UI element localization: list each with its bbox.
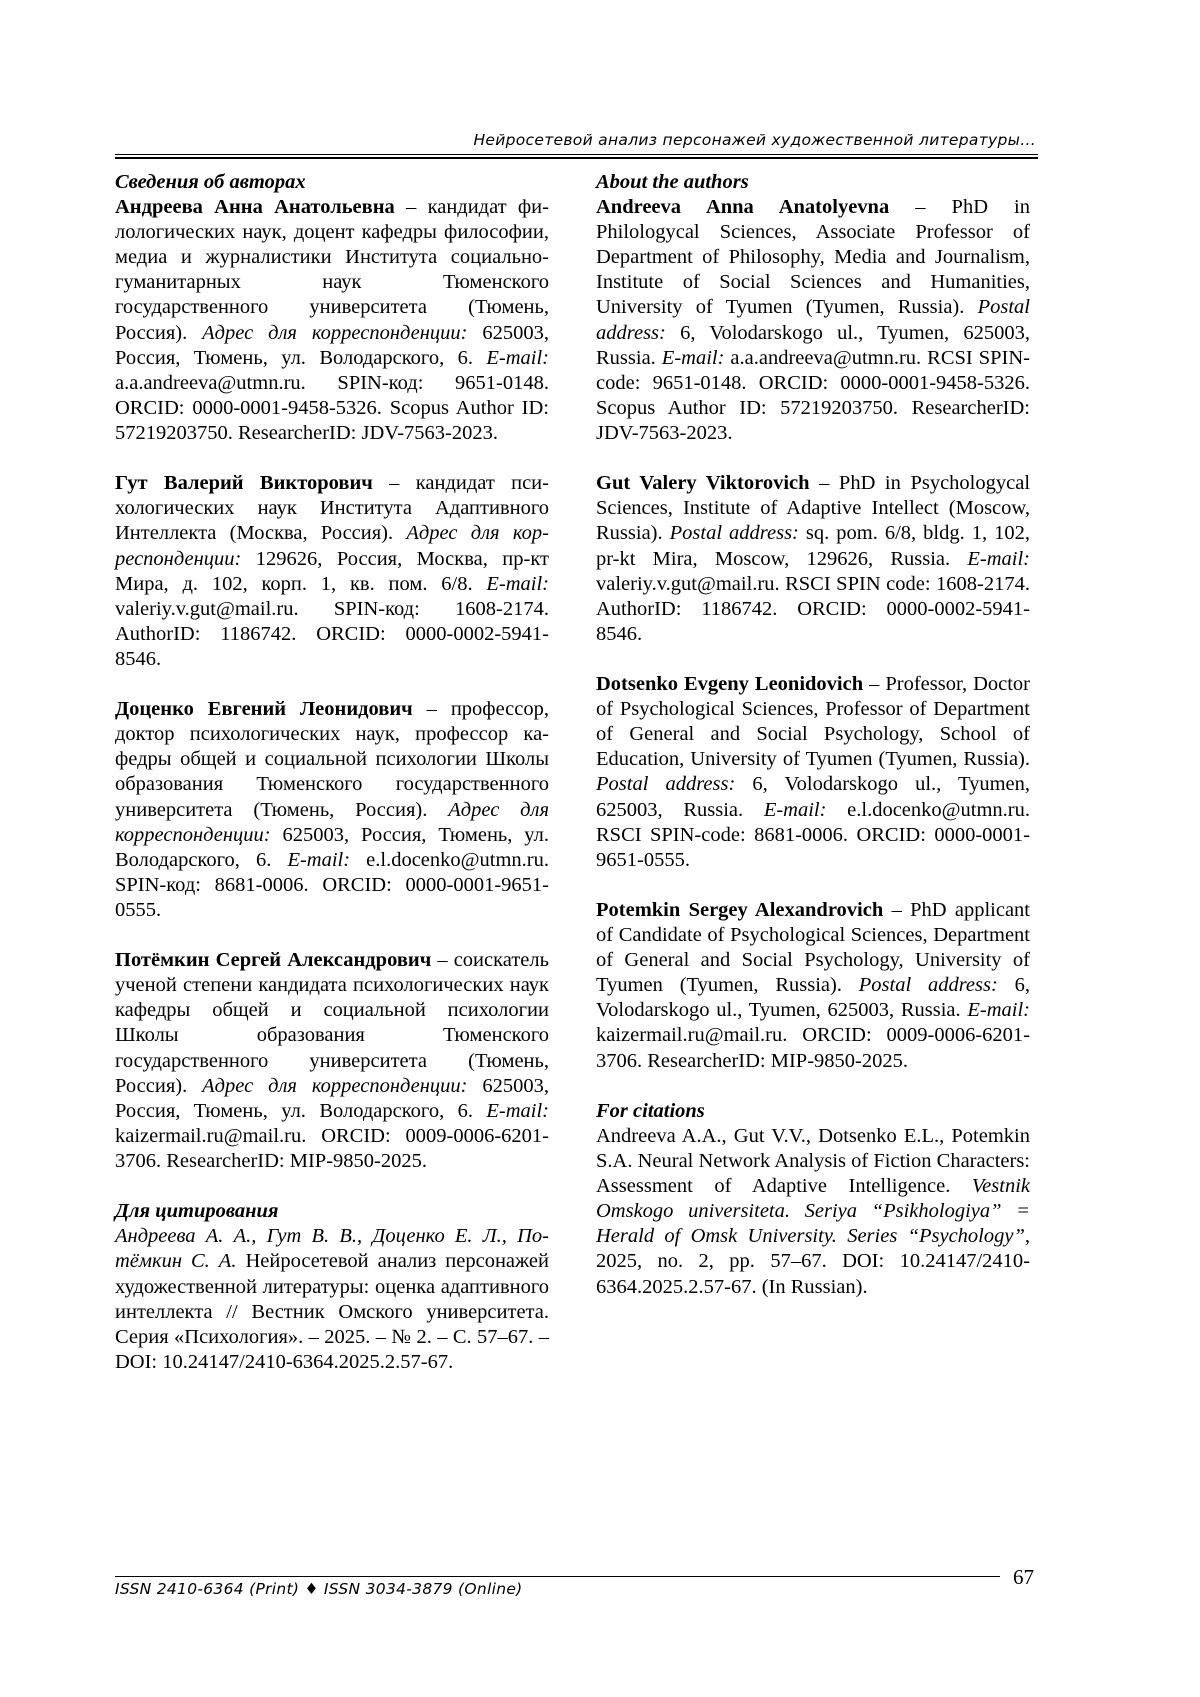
author-name: Andreeva Anna Anatolyevna <box>596 196 890 219</box>
author-entry-ru-3: Доценко Евгений Леонидович – профессор, доктор психологических наук, профессор кафедры общей и социальной психологии Школы образования Тюменского государственного университета (Тюмень, Россия). Адрес для корреспонденции: 625003, Россия, Тюмень, ул. Володарского, 6. E-mail: e.l.docenko@utmn.ru. SPIN-код: 8681-0006. ORCID: 0000-0001-9651-0555. <box>115 698 549 921</box>
author-entry-ru-4: Потёмкин Сергей Александрович – соискатель ученой степени кандидата психологических наук кафедры общей и социальной психологии Школы образования Тюменского государственного университета (Тюмень, Россия). Адрес для корреспонденции: 625003, Россия, Тюмень, ул. Володарского, 6. E-mail: kaizermail.ru@mail.ru. ORCID: 0009-0006-6201-3706. ResearcherID: MIP-9850-2025. <box>115 949 550 1172</box>
author-name: Гут Валерий Викторович <box>115 472 373 495</box>
citation-title-en: For citations <box>596 1099 705 1122</box>
author-name: Dotsenko Evgeny Leonidovich <box>596 673 864 696</box>
footer-issn: ISSN 2410-6364 (Print) ♦ ISSN 3034-3879 (Online) <box>115 1580 523 1598</box>
citation-title-ru: Для цитирования <box>115 1200 279 1223</box>
author-entry-en-4: Potemkin Sergey Alexandrovich – PhD applicant of Candidate of Psychological Sciences, Department of General and Social Psychology, University of Tyumen (Tyumen, Russia). Postal address: 6, Volodarskogo ul., Tyumen, 625003, Russia. E-mail: kaizermail.ru@mail.ru. ORCID: 0009-0006-6201-3706. ResearcherID: MIP-9850-2025. <box>596 899 1030 1072</box>
author-entry-ru-2: Гут Валерий Викторович – кандидат психологических наук Института Адаптивного Интеллекта (Москва, Россия). Адрес для корреспонденции: 129626, Россия, Москва, пр-кт Мира, д. 102, корп. 1, кв. пом. 6/8. E-mail: valeriy.v.gut@mail.ru. SPIN-код: 1608-2174. AuthorID: 1186742. ORCID: 0000-0002-5941-8546. <box>115 472 549 670</box>
column-russian <box>115 170 549 1375</box>
author-entry-ru-1: Андреева Анна Анатольевна – кандидат филологических наук, доцент кафедры философии, медиа и журналистики Института социально-гуманитарных наук Тюменского государственного университета (Тюмень, Россия). Адрес для корреспонденции: 625003, Россия, Тюмень, ул. Володарского, 6. E-mail: a.a.andreeva@utmn.ru. SPIN-код: 9651-0148. ORCID: 0000-0001-9458-5326. Scopus Author ID: 57219203750. ResearcherID: JDV-7563-2023. <box>115 196 550 444</box>
footer-rule <box>115 1576 1000 1577</box>
authors-section-title-ru: Сведения об авторах <box>115 171 306 193</box>
author-entry-en-2: Gut Valery Viktorovich – PhD in Psychologycal Sciences, Institute of Adaptive Intellect (Moscow, Russia). Postal address: sq. pom. 6/8, bldg. 1, 102, pr-kt Mira, Moscow, 129626, Russia. E-mail: valeriy.v.gut@mail.ru. RSCI SPIN code: 1608-2174. AuthorID: 1186742. ORCID: 0000-0002-5941-8546. <box>596 472 1031 645</box>
author-name: Потёмкин Сергей Александрович <box>115 949 432 972</box>
author-entry-en-1: Andreeva Anna Anatolyevna – PhD in Philologycal Sciences, Associate Professor of Department of Philosophy, Media and Journalism, Institute of Social Sciences and Humanities, University of Tyumen (Tyumen, Russia). Postal address: 6, Volodarskogo ul., Tyumen, 625003, Russia. E-mail: a.a.andreeva@utmn.ru. RCSI SPIN-code: 9651-0148. ORCID: 0000-0001-9458-5326. Scopus Author ID: 57219203750. ResearcherID: JDV-7563-2023. <box>596 196 1030 444</box>
page-number: 67 <box>1013 1565 1034 1589</box>
running-header: Нейросетевой анализ персонажей художественной литературы… <box>473 131 1036 149</box>
authors-section-title-en: About the authors <box>596 171 749 193</box>
citation-text-ru: Андреева А. А., Гут В. В., Доценко Е. Л., Потёмкин С. А. Нейросетевой анализ персонажей художественной литературы: оценка адаптивного интеллекта // Вестник Омского университета. Серия «Психология». – 2025. – № 2. – С. 57–67. – DOI: 10.24147/2410-6364.2025.2.57-67. <box>115 1225 549 1373</box>
citation-text-en: Andreeva A.A., Gut V.V., Dotsenko E.L., Potemkin S.A. Neural Network Analysis of Fiction Characters: Assessment of Adaptive Intelligence. Vestnik Omskogo universiteta. Seriya “Psikhologiya” = Herald of Omsk University. Series “Psychology”, 2025, no. 2, pp. 57–67. DOI: 10.24147/2410-6364.2025.2.57-67. (In Russian). <box>596 1124 1030 1298</box>
author-name: Доценко Евгений Леонидович <box>115 698 413 721</box>
author-entry-en-3: Dotsenko Evgeny Leonidovich – Professor, Doctor of Psychological Sciences, Professor of Department of General and Social Psychology, School of Education, University of Tyumen (Tyumen, Russia). Postal address: 6, Volodarskogo ul., Tyumen, 625003, Russia. E-mail: e.l.docenko@utmn.ru. RSCI SPIN-code: 8681-0006. ORCID: 0000-0001-9651-0555. <box>596 673 1030 871</box>
author-name: Gut Valery Viktorovich <box>596 472 810 495</box>
author-name: Андреева Анна Анатольевна <box>115 196 395 219</box>
header-rule <box>115 154 1038 159</box>
column-english <box>596 170 1030 1300</box>
author-name: Potemkin Sergey Alexandrovich <box>596 899 884 921</box>
